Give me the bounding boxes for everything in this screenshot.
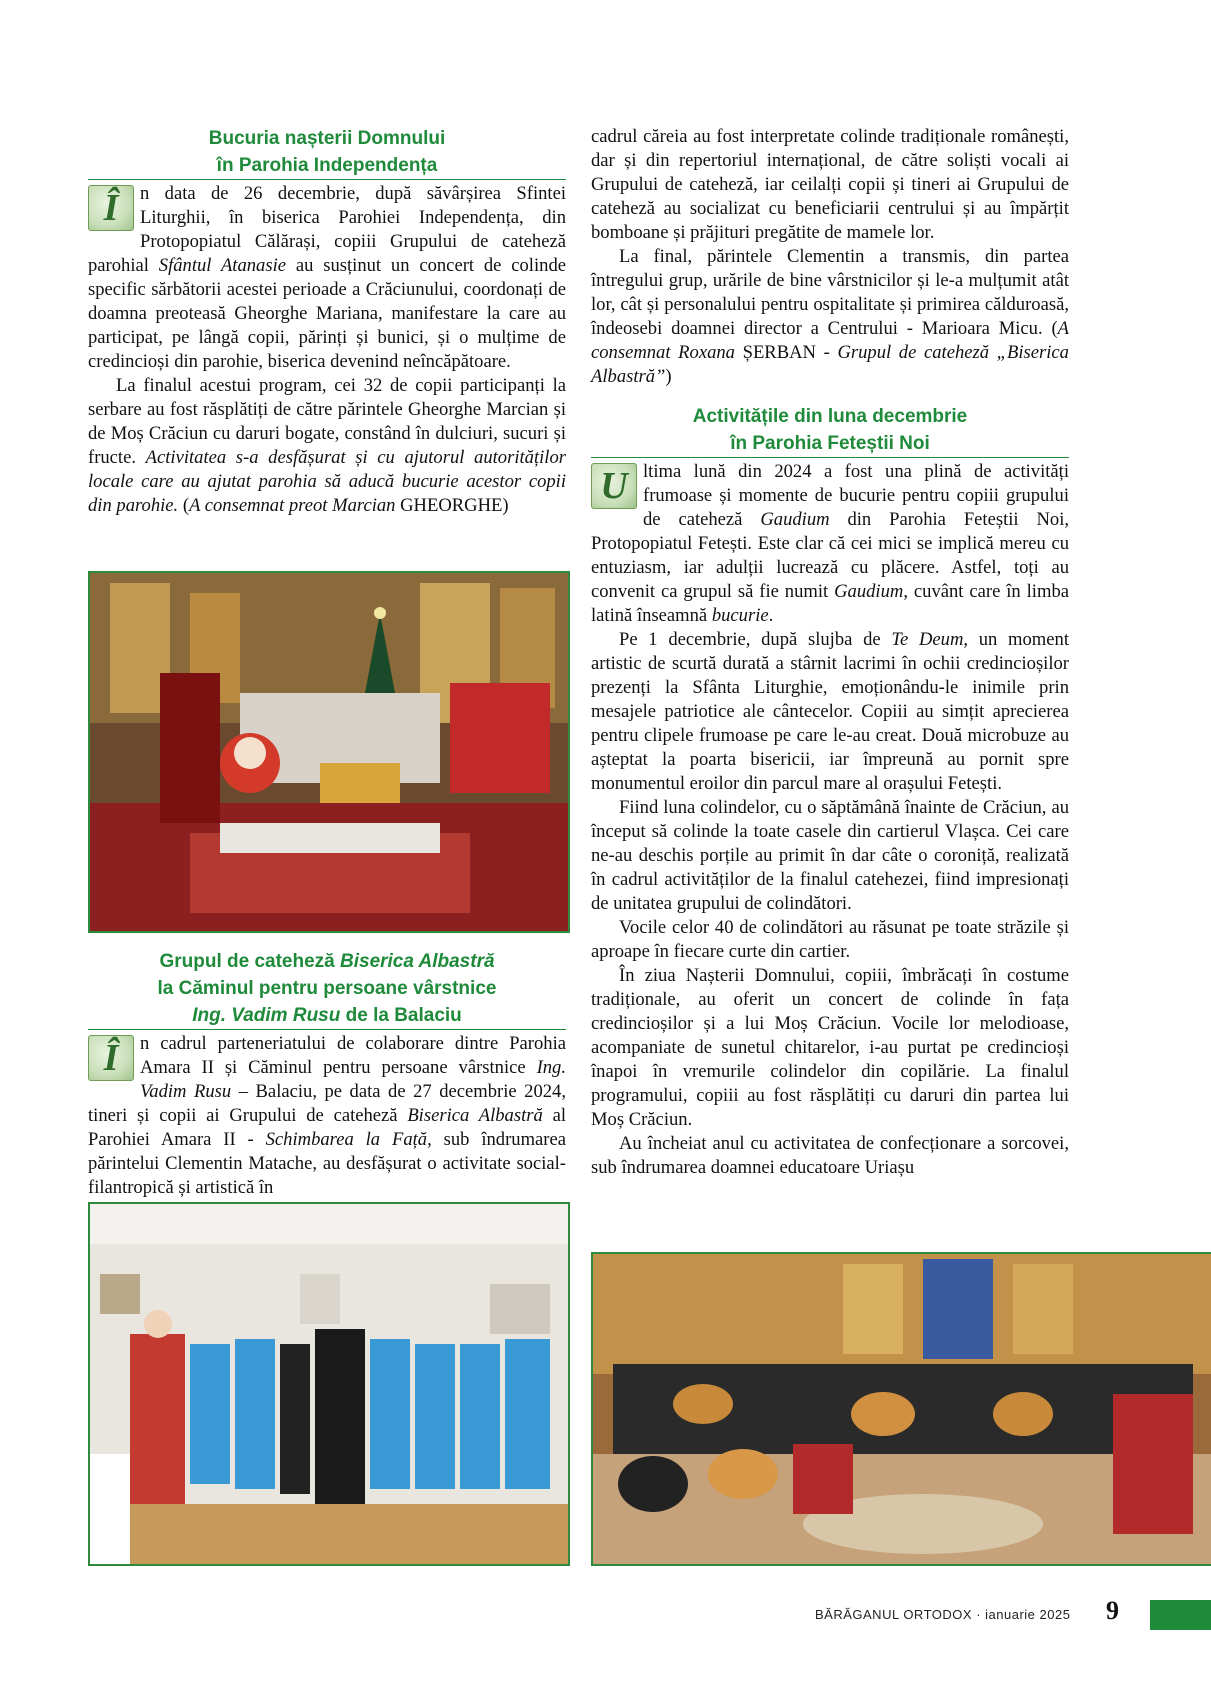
article-paragraph: În ziua Nașterii Domnului, copiii, îmbrăcați în costume tradiționale, au oferit un concert de colinde în fața credincioșilor și a lui Moș Crăciun. Vocile lor melodioase, acompaniate de sunetul chitarelor, i-au purtat pe credincioși înapoi în vremurile colindelor din copilărie. La finalul programului, copiii au fost răsplătiți cu daruri din partea lui Moș Crăciun. — [591, 965, 1069, 1130]
article-paragraph: U ltima lună din 2024 a fost una plină de activități frumoase și momente de bucurie pentru copiii grupului de cateheză Gaudium din Parohia Feteștii Noi, Protopopiatul Fetești. Este clar că cei mici se implică mereu cu entuziasm, iar adulții lucrează cu plăcere. Astfel, toți au convenit ca grupul să fie numit Gaudium, cuvânt care în limba latină înseamnă bucurie. — [591, 461, 1070, 626]
article-paragraph: La final, părintele Clementin a transmis, din partea întregului grup, urările de bine vârstnicilor și le-a mulțumit atât lor, cât și personalului pentru ospitalitate și primirea călduroasă, îndeosebi doamnei director a Centrului - Marioara Micu. (A consemnat Roxana ȘERBAN - Grupul de cateheză „Biserica Albastră”) — [591, 246, 1069, 387]
right-column — [591, 125, 1069, 1180]
page-number: 9 — [1106, 1596, 1119, 1625]
article-paragraph: Î n cadrul parteneriatului de colaborare dintre Parohia Amara II și Căminul pentru persoane vârstnice Ing. Vadim Rusu – Balaciu, pe data de 27 decembrie 2024, tineri și copii ai Grupului de cateheză Biserica Albastră al Parohiei Amara II - Schimbarea la Față, sub îndrumarea părintelui Clementin Matache, au desfășurat o activitate social-filantropică și artistică în — [88, 1033, 566, 1198]
article-paragraph: cadrul căreia au fost interpretate colinde tradiționale românești, dar și din repertoriul internațional, de către soliști vocali ai Grupului de cateheză, iar ceilalți copii și tineri ai Grupului de cateheză au socializat cu beneficiarii centrului și au împărțit bomboane și prăjituri pregătite de mamele lor. — [591, 126, 1069, 243]
photo-church-concert — [88, 571, 570, 933]
footer-publication: BĂRĂGANUL ORTODOX · ianuarie 2025 — [815, 1607, 1071, 1622]
photo-carolers-guitars — [591, 1252, 1211, 1566]
article-paragraph: La finalul acestui program, cei 32 de copii participanți la serbare au fost răsplătiți de către părintele Gheorghe Marcian și de Moș Crăciun cu daruri bogate, constând în dulciuri, sucuri și fructe. Activitatea s-a desfășurat și cu ajutorul autorităților locale care au ajutat parohia să aducă bucurie acestor copii din parohie. (A consemnat preot Marcian GHEORGHE) — [88, 375, 566, 516]
article-heading-fetestii-noi: Activitățile din luna decembrie în Parohia Feteștii Noi — [591, 403, 1069, 458]
dropcap-letter: Î — [88, 1035, 134, 1081]
left-column — [88, 125, 566, 518]
photo-elderly-home-group — [88, 1202, 570, 1566]
dropcap-letter: U — [591, 463, 637, 509]
page-tab-decoration — [1150, 1600, 1211, 1630]
article-biserica-albastra — [88, 948, 566, 1200]
article-paragraph: Pe 1 decembrie, după slujba de Te Deum, un moment artistic de scurtă durată a stârnit lacrimi în ochii credincioșilor prezenți la Sfânta Liturghie, emoționându-le inimile prin mesajele patriotice ale cântecelor. Copiii au simțit aprecierea pentru clipele frumoase pe care le-au creat. Două microbuze au așteptat la poarta bisericii, iar împreună au pornit spre monumentul eroilor din parcul mare al orașului Fetești. — [591, 629, 1069, 794]
article-paragraph: Fiind luna colindelor, cu o săptămână înainte de Crăciun, au început să colinde la toate casele din cartierul Vlașca. Cei care ne-au deschis porțile au primit în dar câte o coroniță, realizată în cadrul activităților de la finalul catehezei, fiind impresionați de unitatea grupului de colindători. — [591, 797, 1069, 914]
article-paragraph: Au încheiat anul cu activitatea de confecționare a sorcovei, sub îndrumarea doamnei educatoare Uriașu — [591, 1133, 1069, 1178]
article-paragraph: Î n data de 26 decembrie, după săvârșirea Sfintei Liturghii, în biserica Parohiei Independența, din Protopopiatul Călărași, copiii Grupului de cateheză parohial Sfântul Atanasie au susținut un concert de colinde specific sărbătorii acestei perioade a Crăciunului, coordonați de doamna preoteasă Gheorghe Mariana, manifestare la care au participat, pe lângă copii, părinți și bunici, și o mulțime de credincioși din parohie, biserica devenind neîncăpătoare. — [88, 183, 566, 372]
dropcap-letter: Î — [88, 185, 134, 231]
article-heading-nasterea: Bucuria nașterii Domnului în Parohia Independența — [88, 125, 566, 180]
article-paragraph: Vocile celor 40 de colindători au răsunat pe toate străzile și aproape în fiecare curte din cartier. — [591, 917, 1069, 962]
article-heading-biserica-albastra: Grupul de cateheză Biserica Albastră la Căminul pentru persoane vârstnice Ing. Vadim Rusu de la Balaciu — [88, 948, 566, 1030]
